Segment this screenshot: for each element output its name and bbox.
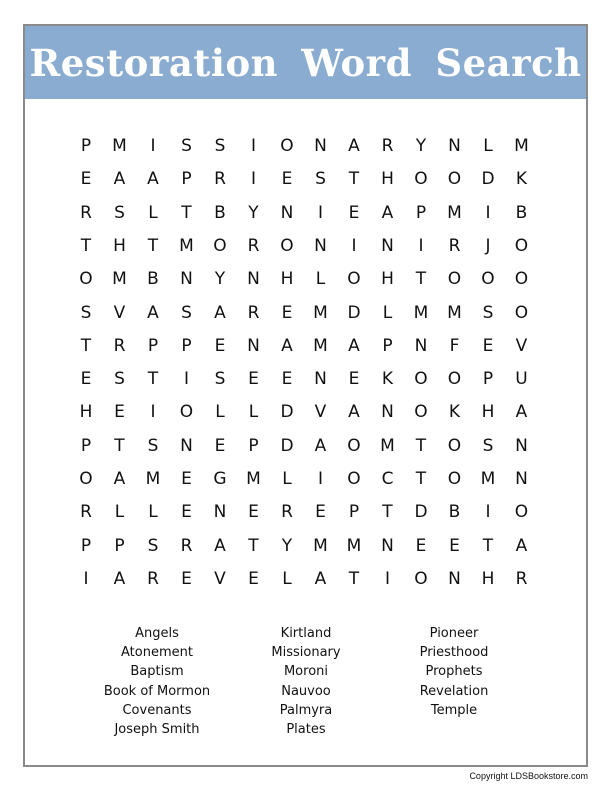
grid-letter: M [413, 302, 429, 323]
grid-letter: S [114, 369, 125, 390]
grid-letter: P [80, 535, 92, 556]
word-list-item: Covenants [122, 702, 192, 718]
grid-letter: S [147, 535, 159, 556]
grid-letter: R [247, 302, 260, 323]
grid-letter: P [348, 502, 360, 523]
grid-letter: E [181, 469, 192, 489]
grid-letter: O [79, 469, 93, 489]
grid-letter: R [247, 235, 260, 256]
grid-letter: E [449, 535, 460, 556]
grid-letter: L [282, 568, 292, 589]
grid-letter: O [414, 402, 428, 423]
grid-letter: O [447, 269, 462, 290]
grid-letter: J [485, 235, 491, 256]
grid-letter: N [414, 335, 428, 356]
grid-letter: P [382, 335, 393, 356]
grid-letter: N [515, 435, 528, 456]
grid-letter: O [414, 369, 428, 390]
grid-letter: A [348, 402, 360, 423]
grid-letter: S [147, 435, 159, 456]
grid-letter: E [248, 568, 259, 589]
word-list-item: Moroni [283, 664, 329, 680]
grid-letter: S [315, 169, 326, 190]
grid-letter: P [147, 335, 159, 356]
grid-letter: M [313, 535, 328, 556]
grid-letter: I [83, 568, 89, 589]
grid-letter: E [248, 502, 259, 523]
grid-letter: A [113, 568, 126, 589]
grid-letter: S [482, 435, 494, 456]
grid-letter: T [348, 169, 360, 190]
grid-letter: K [448, 402, 461, 423]
grid-letter: O [280, 235, 294, 256]
grid-letter: E [248, 369, 259, 390]
grid-letter: A [147, 169, 159, 190]
word-list-item: Palmyra [279, 702, 333, 718]
grid-letter: D [481, 169, 495, 190]
grid-letter: L [315, 269, 326, 290]
grid-letter: A [214, 302, 226, 323]
grid-letter: H [481, 402, 495, 423]
grid-letter: N [515, 469, 528, 489]
grid-letter: T [80, 335, 92, 356]
grid-letter: V [314, 402, 327, 423]
grid-letter: O [280, 136, 294, 156]
grid-letter: B [448, 502, 461, 523]
grid-letter: R [381, 136, 394, 156]
grid-letter: D [280, 435, 294, 456]
grid-letter: M [246, 469, 261, 489]
grid-letter: S [214, 369, 226, 390]
grid-letter: M [447, 302, 462, 323]
grid-letter: R [80, 502, 92, 523]
grid-letter: V [214, 568, 226, 589]
grid-letter: E [281, 169, 293, 190]
grid-letter: P [248, 435, 259, 456]
grid-letter: L [382, 302, 393, 323]
grid-letter: P [482, 369, 494, 390]
grid-letter: N [314, 136, 327, 156]
grid-letter: O [447, 169, 462, 190]
grid-letter: F [449, 335, 460, 356]
grid-letter: A [348, 335, 360, 356]
page-title: Restoration Word Search [29, 40, 582, 85]
grid-letter: A [348, 136, 360, 156]
grid-letter: D [280, 402, 294, 423]
grid-letter: A [314, 435, 327, 456]
grid-letter: A [113, 169, 126, 190]
grid-letter: T [248, 535, 259, 556]
grid-letter: P [181, 169, 192, 190]
word-list-item: Plates [286, 722, 326, 737]
word-list-item: Baptism [130, 664, 184, 680]
grid-letter: A [281, 335, 293, 356]
grid-letter: Y [415, 136, 427, 156]
grid-letter: O [79, 269, 93, 290]
grid-letter: I [183, 369, 189, 390]
grid-letter: H [79, 402, 93, 423]
grid-letter: M [380, 435, 395, 456]
grid-letter: P [80, 435, 92, 456]
grid-letter: R [515, 568, 528, 589]
grid-letter: O [447, 435, 462, 456]
grid-letter: L [148, 202, 158, 223]
grid-letter: U [515, 369, 528, 390]
grid-letter: A [314, 568, 327, 589]
grid-letter: E [482, 335, 494, 356]
grid-letter: O [414, 169, 428, 190]
grid-letter: K [515, 169, 528, 190]
grid-letter: N [314, 235, 327, 256]
grid-letter: N [180, 435, 193, 456]
grid-letter: A [381, 202, 394, 223]
grid-letter: N [314, 369, 327, 390]
grid-letter: S [181, 302, 192, 323]
grid-letter: E [80, 369, 92, 390]
grid-letter: E [315, 502, 326, 523]
grid-letter: R [180, 535, 193, 556]
grid-letter: T [147, 235, 159, 256]
grid-letter: M [346, 535, 362, 556]
grid-letter: O [514, 235, 529, 256]
grid-letter: D [414, 502, 428, 523]
grid-letter: I [317, 202, 323, 223]
grid-letter: M [179, 235, 194, 256]
grid-letter: A [515, 535, 528, 556]
grid-letter: S [214, 136, 226, 156]
grid-letter: E [281, 302, 293, 323]
grid-letter: O [447, 369, 462, 390]
grid-letter: I [485, 502, 491, 523]
grid-letter: E [214, 435, 226, 456]
grid-letter: O [514, 302, 529, 323]
grid-letter: H [481, 568, 495, 589]
grid-letter: T [114, 435, 125, 456]
grid-letter: S [114, 202, 125, 223]
grid-letter: A [113, 469, 126, 489]
grid-letter: M [480, 469, 496, 489]
grid-letter: V [515, 335, 528, 356]
grid-letter: E [181, 568, 192, 589]
word-list-item: Kirtland [280, 626, 332, 641]
grid-letter: K [381, 369, 394, 390]
word-list-item: Revelation [419, 683, 489, 699]
grid-letter: O [447, 469, 462, 489]
grid-letter: L [114, 502, 125, 523]
grid-letter: R [147, 568, 159, 589]
grid-letter: E [214, 335, 226, 356]
grid-letter: M [145, 469, 161, 489]
grid-letter: O [179, 402, 194, 423]
grid-letter: N [213, 502, 227, 523]
grid-letter: H [280, 269, 294, 290]
grid-letter: A [147, 302, 159, 323]
grid-letter: Y [281, 535, 293, 556]
grid-letter: D [347, 302, 361, 323]
grid-letter: V [113, 302, 126, 323]
grid-letter: O [213, 235, 227, 256]
grid-letter: L [215, 402, 225, 423]
grid-letter: T [80, 235, 92, 256]
grid-letter: S [80, 302, 92, 323]
grid-letter: T [348, 568, 360, 589]
grid-letter: N [381, 535, 394, 556]
grid-letter: T [415, 469, 427, 489]
grid-letter: H [381, 269, 394, 290]
word-list-item: Priesthood [419, 645, 489, 661]
grid-letter: I [418, 235, 424, 256]
title-banner [25, 26, 586, 99]
grid-letter: O [347, 269, 361, 290]
grid-letter: L [148, 502, 158, 523]
grid-letter: B [147, 269, 159, 290]
grid-letter: R [448, 235, 461, 256]
grid-letter: G [213, 469, 227, 489]
grid-letter: A [214, 535, 226, 556]
grid-letter: E [348, 369, 360, 390]
grid-letter: M [447, 202, 462, 223]
grid-letter: O [347, 435, 361, 456]
word-list-item: Book of Mormon [103, 683, 211, 699]
grid-letter: T [482, 535, 494, 556]
word-list-item: Temple [430, 702, 478, 718]
grid-letter: N [247, 335, 260, 356]
grid-letter: O [414, 568, 428, 589]
grid-letter: O [347, 469, 361, 489]
grid-letter: I [250, 136, 256, 156]
grid-letter: T [415, 435, 427, 456]
grid-letter: M [313, 302, 328, 323]
grid-letter: O [514, 502, 529, 523]
grid-letter: L [483, 136, 493, 156]
grid-letter: C [381, 469, 394, 489]
grid-letter: O [514, 269, 529, 290]
grid-letter: A [515, 402, 528, 423]
grid-letter: B [214, 202, 226, 223]
grid-letter: N [280, 202, 294, 223]
word-list-item: Joseph Smith [114, 722, 200, 737]
grid-letter: B [515, 202, 528, 223]
grid-letter: M [112, 269, 127, 290]
grid-letter: P [114, 535, 125, 556]
word-list-item: Nauvoo [281, 683, 331, 699]
grid-letter: T [382, 502, 393, 523]
grid-letter: Y [248, 202, 259, 223]
word-list-item: Pioneer [429, 626, 479, 641]
grid-letter: Y [214, 269, 226, 290]
grid-letter: N [180, 269, 193, 290]
grid-letter: R [80, 202, 92, 223]
grid-letter: O [481, 269, 495, 290]
grid-letter: E [80, 169, 92, 190]
grid-letter: I [351, 235, 357, 256]
grid-letter: M [112, 136, 127, 156]
word-list-item: Prophets [425, 664, 483, 680]
grid-letter: E [181, 502, 192, 523]
grid-letter: S [482, 302, 494, 323]
grid-letter: E [114, 402, 125, 423]
grid-letter: R [214, 169, 226, 190]
grid-letter: I [317, 469, 323, 489]
grid-letter: I [150, 136, 156, 156]
grid-letter: R [113, 335, 126, 356]
grid-letter: I [250, 169, 256, 190]
grid-letter: M [514, 136, 529, 156]
grid-letter: I [485, 202, 491, 223]
grid-letter: S [181, 136, 192, 156]
grid-letter: I [384, 568, 390, 589]
grid-letter: P [181, 335, 192, 356]
word-list-item: Missionary [271, 645, 341, 661]
grid-letter: P [415, 202, 427, 223]
grid-letter: N [381, 235, 394, 256]
word-list-item: Angels [135, 626, 179, 641]
grid-letter: T [415, 269, 427, 290]
grid-letter: I [150, 402, 156, 423]
copyright-notice: Copyright LDSBookstore.com [469, 771, 588, 781]
grid-letter: H [381, 169, 394, 190]
grid-letter: N [381, 402, 394, 423]
grid-letter: T [181, 202, 192, 223]
grid-letter: E [415, 535, 427, 556]
grid-letter: M [313, 335, 328, 356]
grid-letter: L [282, 469, 292, 489]
grid-letter: P [80, 136, 92, 156]
grid-letter: H [113, 235, 126, 256]
grid-letter: E [348, 202, 360, 223]
grid-letter: E [281, 369, 293, 390]
grid-letter: N [448, 136, 461, 156]
word-list-item: Atonement [121, 645, 193, 661]
grid-letter: N [448, 568, 461, 589]
grid-letter: R [281, 502, 293, 523]
grid-letter: T [147, 369, 159, 390]
grid-letter: L [248, 402, 259, 423]
grid-letter: N [247, 269, 260, 290]
